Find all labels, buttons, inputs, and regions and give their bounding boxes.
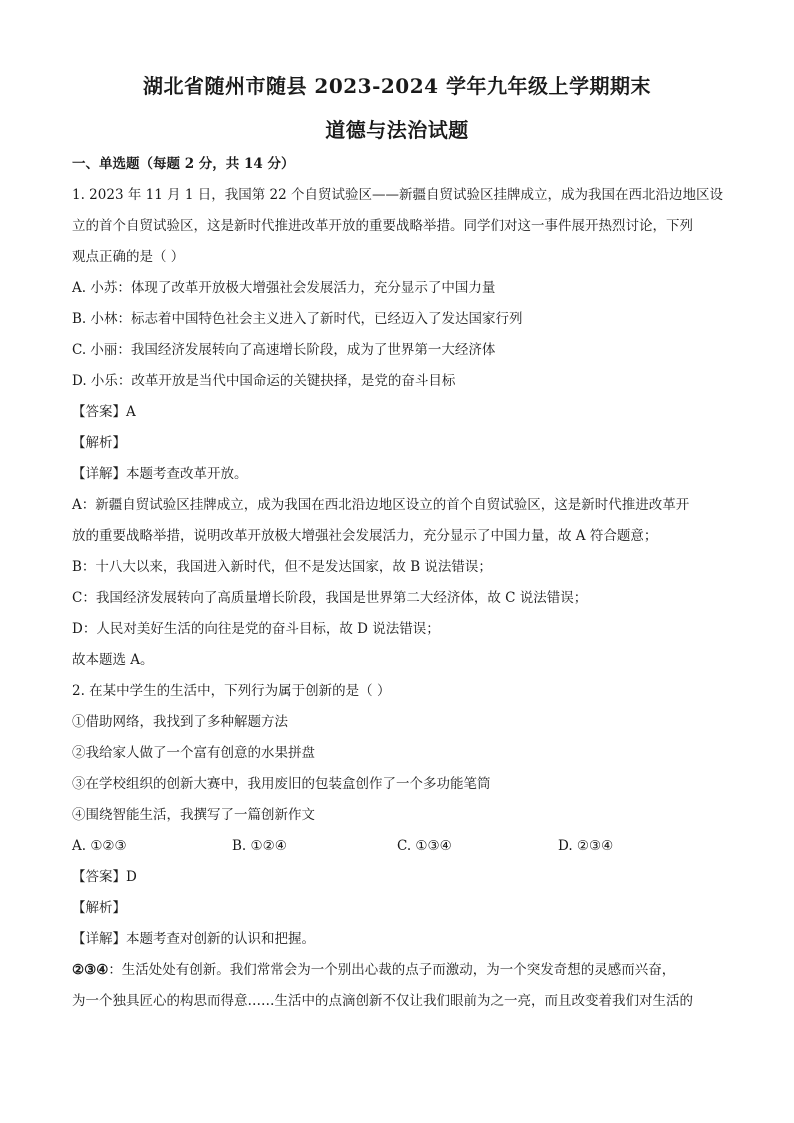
q2-item: ②我给家人做了一个富有创意的水果拼盘 <box>72 745 315 761</box>
q1-explain-line: 放的重要战略举措，说明改革开放极大增强社会发展活力，充分显示了中国力量，故 A 符合题意； <box>72 528 658 544</box>
q2-analysis: 【解析】 <box>72 900 126 916</box>
q2-answer: 【答案】D <box>72 869 137 885</box>
q1-explain-line: A：新疆自贸试验区挂牌成立，成为我国在西北沿边地区设立的首个自贸试验区，这是新时代推进改革开 <box>72 497 690 513</box>
q1-stem-line: 观点正确的是（ ） <box>72 249 185 265</box>
q1-analysis: 【解析】 <box>72 435 126 451</box>
q2-explain-head: ②③④ <box>72 962 109 978</box>
q1-option-d: D. 小乐：改革开放是当代中国命运的关键抉择，是党的奋斗目标 <box>72 373 456 389</box>
q2-choice-c: C. ①③④ <box>397 838 452 854</box>
q2-item: ①借助网络，我找到了多种解题方法 <box>72 714 288 730</box>
q1-answer: 【答案】A <box>72 404 136 420</box>
q2-stem: 2. 在某中学生的生活中，下列行为属于创新的是（ ） <box>72 683 391 699</box>
q2-explain-line: 为一个独具匠心的构思而得意……生活中的点滴创新不仅让我们眼前为之一亮，而且改变着我们对生活的 <box>72 993 693 1009</box>
q2-detail: 【详解】本题考查对创新的认识和把握。 <box>72 931 315 947</box>
q1-option-a: A. 小苏：体现了改革开放极大增强社会发展活力，充分显示了中国力量 <box>72 280 496 296</box>
q1-detail: 【详解】本题考查改革开放。 <box>72 466 248 482</box>
exam-subtitle: 道德与法治试题 <box>325 118 469 142</box>
q1-explain-line: D：人民对美好生活的向往是党的奋斗目标，故 D 说法错误； <box>72 621 440 637</box>
q2-explain-text: ：生活处处有创新。我们常常会为一个别出心裁的点子而激动，为一个突发奇想的灵感而兴奋， <box>108 962 676 978</box>
q2-choice-d: D. ②③④ <box>558 838 614 854</box>
q1-explain-line: C：我国经济发展转向了高质量增长阶段，我国是世界第二大经济体，故 C 说法错误； <box>72 590 588 606</box>
q2-item: ④围绕智能生活，我撰写了一篇创新作文 <box>72 807 315 823</box>
q1-explain-line: B：十八大以来，我国进入新时代，但不是发达国家，故 B 说法错误； <box>72 559 492 575</box>
q1-option-c: C. 小丽：我国经济发展转向了高速增长阶段，成为了世界第一大经济体 <box>72 342 496 358</box>
q1-stem-line: 立的首个自贸试验区，这是新时代推进改革开放的重要战略举措。同学们对这一事件展开热烈讨论，下列 <box>72 218 693 234</box>
q2-explain-line <box>72 961 732 979</box>
q2-choice-b: B. ①②④ <box>232 838 287 854</box>
q1-explain-line: 故本题选 A。 <box>72 652 154 668</box>
q1-option-b: B. 小林：标志着中国特色社会主义进入了新时代，已经迈入了发达国家行列 <box>72 311 523 327</box>
q2-choice-a: A. ①②③ <box>72 838 127 854</box>
q1-stem-line: 1. 2023 年 11 月 1 日，我国第 22 个自贸试验区——新疆自贸试验区挂牌成立，成为我国在西北沿边地区设 <box>72 187 724 203</box>
exam-title: 湖北省随州市随县 2023-2024 学年九年级上学期期末 <box>142 74 652 98</box>
q2-item: ③在学校组织的创新大赛中，我用废旧的包装盒创作了一个多功能笔筒 <box>72 776 491 792</box>
section-heading: 一、单选题（每题 2 分，共 14 分） <box>72 156 295 172</box>
